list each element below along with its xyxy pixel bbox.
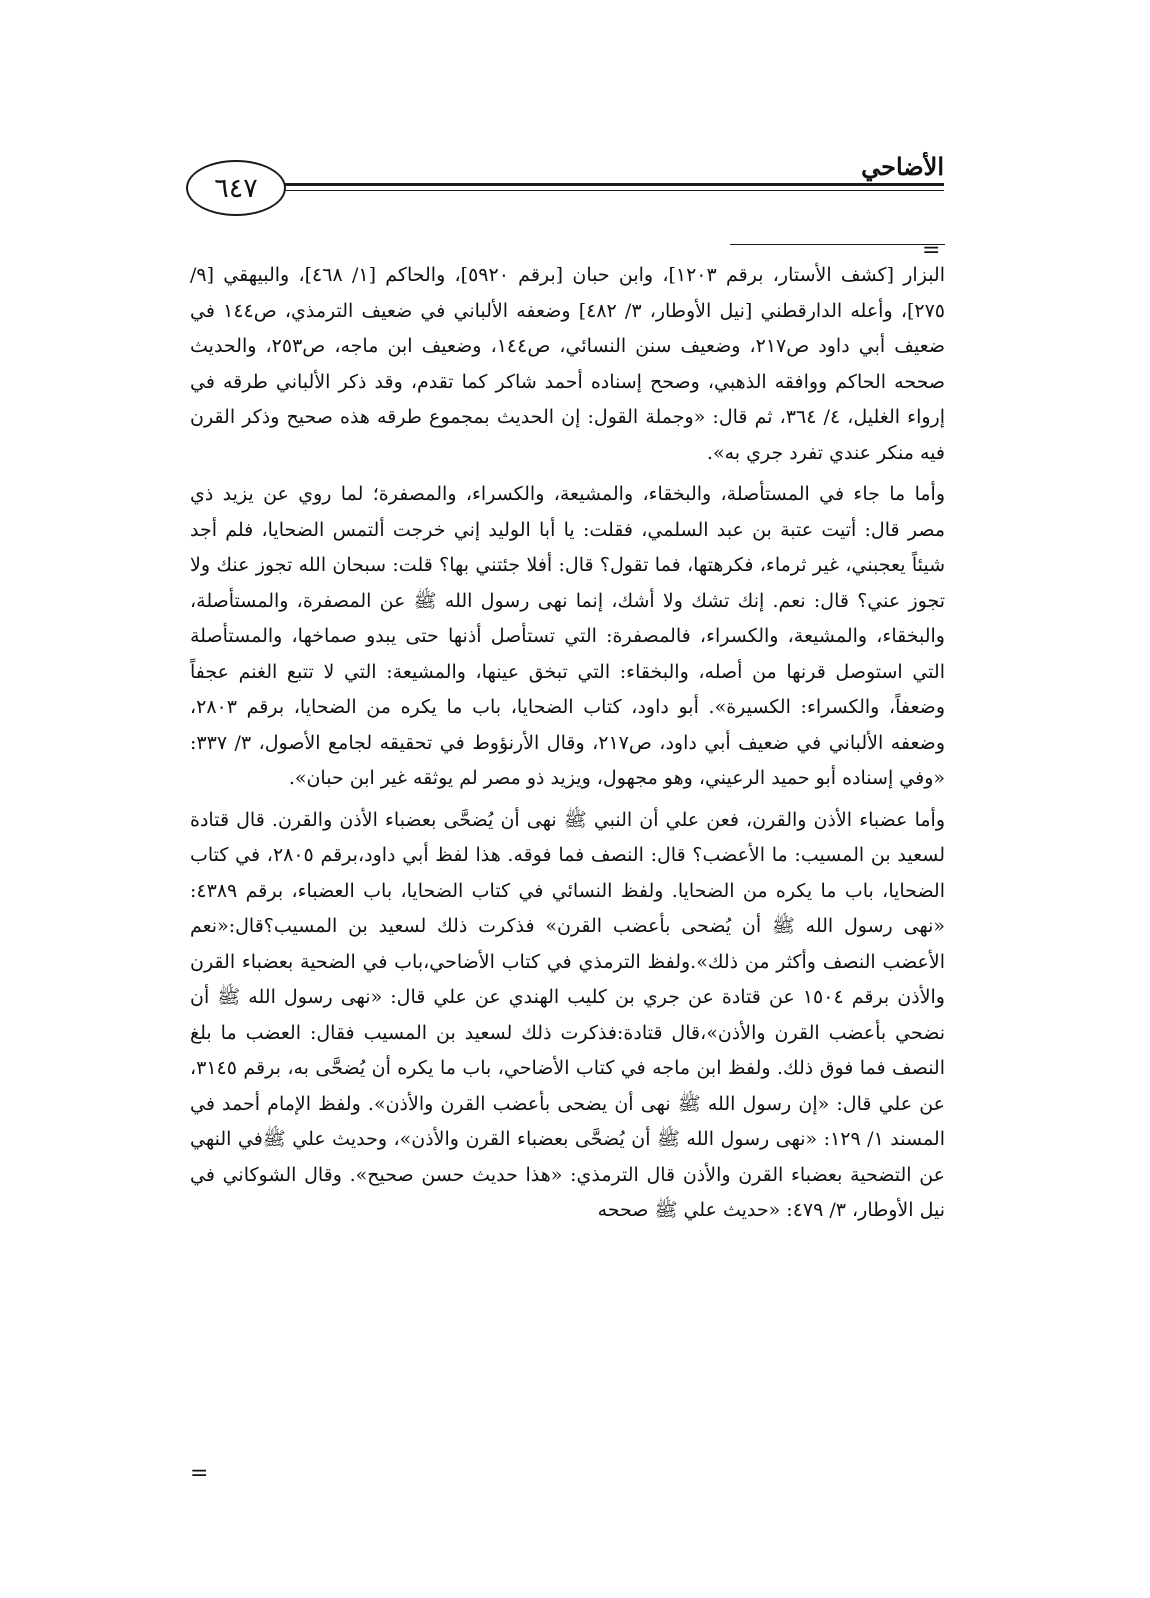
- page-number: ٦٤٧: [214, 172, 258, 204]
- footnote-body: [190, 258, 945, 1235]
- page-number-oval: [186, 160, 286, 216]
- paragraph-3: وأما عضباء الأذن والقرن، فعن علي أن النبي ﷺ نهى أن يُضحَّى بعضباء الأذن والقرن. قال قتادة لسعيد بن المسيب: ما الأعضب؟ قال: النصف فما فوقه. هذا لفظ أبي داود،برقم ٢٨٠٥، في كتاب الضحايا، باب ما يكره من الضحايا. ولفظ النسائي في كتاب الضحايا، باب العضباء، برقم ٤٣٨٩: «نهى رسول الله ﷺ أن يُضحى بأعضب القرن» فذكرت ذلك لسعيد بن المسيب؟قال:«نعم الأعضب النصف وأكثر من ذلك».ولفظ الترمذي في كتاب الأضاحي،باب في الضحية بعضباء القرن والأذن برقم ١٥٠٤ عن قتادة عن جري بن كليب الهندي عن علي قال: «نهى رسول الله ﷺ أن نضحي بأعضب القرن والأذن»،قال قتادة:فذكرت ذلك لسعيد بن المسيب فقال: العضب ما بلغ النصف فما فوق ذلك. ولفظ ابن ماجه في كتاب الأضاحي، باب ما يكره أن يُضحَّى به، برقم ٣١٤٥، عن علي قال: «إن رسول الله ﷺ نهى أن يضحى بأعضب القرن والأذن». ولفظ الإمام أحمد في المسند ١/ ١٢٩: «نهى رسول الله ﷺ أن يُضحَّى بعضباء القرن والأذن»، وحديث علي ﷺفي النهي عن التضحية بعضباء القرن والأذن قال الترمذي: «هذا حديث حسن صحيح». وقال الشوكاني في نيل الأوطار، ٣/ ٤٧٩: «حديث علي ﷺ صححه: [190, 808, 945, 1221]
- page-header: [0, 0, 1150, 230]
- header-rule-thick: [262, 183, 944, 186]
- paragraph-2: وأما ما جاء في المستأصلة، والبخقاء، والمشيعة، والكسراء، والمصفرة؛ لما روي عن يزيد ذي مصر قال: أتيت عتبة بن عبد السلمي، فقلت: يا أبا الوليد إني خرجت ألتمس الضحايا، فلم أجد شيئاً يعجبني، غير ثرماء، فكرهتها، فما تقول؟ قال: أفلا جئتني بها؟ قلت: سبحان الله تجوز عنك ولا تجوز عني؟ قال: نعم. إنك تشك ولا أشك، إنما نهى رسول الله ﷺ عن المصفرة، والمستأصلة، والبخقاء، والمشيعة، والكسراء، فالمصفرة: التي تستأصل أذنها حتى يبدو صماخها، والمستأصلة التي استوصل قرنها من أصله، والبخقاء: التي تبخق عينها، والمشيعة: التي لا تتبع الغنم عجفاً وضعفاً، والكسراء: الكسيرة». أبو داود، كتاب الضحايا، باب ما يكره من الضحايا، برقم ٢٨٠٣، وضعفه الألباني في ضعيف أبي داود، ص٢١٧، وقال الأرنؤوط في تحقيقه لجامع الأصول، ٣/ ٣٣٧: «وفي إسناده أبو حميد الرعيني، وهو مجهول، ويزيد ذو مصر لم يوثقه غير ابن حبان».: [190, 483, 945, 789]
- continuation-mark-bottom: =: [190, 1461, 209, 1486]
- continuation-mark-top: =: [922, 238, 941, 263]
- running-title: الأضاحي: [861, 152, 944, 181]
- footnote-separator: [730, 244, 945, 245]
- paragraph-1: البزار [كشف الأستار، برقم ١٢٠٣]، وابن حبان [برقم ٥٩٢٠]، والحاكم [١/ ٤٦٨]، والبيهقي [٩/ ٢٧٥]، وأعله الدارقطني [نيل الأوطار، ٣/ ٤٨٢] وضعفه الألباني في ضعيف الترمذي، ص١٤٤ في ضعيف أبي داود ص٢١٧، وضعيف سنن النسائي، ص١٤٤، وضعيف ابن ماجه، ص٢٥٣، والحديث صححه الحاكم ووافقه الذهبي، وصحح إسناده أحمد شاكر كما تقدم، وقد ذكر الألباني طرقه في إرواء الغليل، ٤/ ٣٦٤، ثم قال: «وجملة القول: إن الحديث بمجموع طرقه هذه صحيح وذكر القرن فيه منكر عندي تفرد جري به».: [190, 264, 945, 464]
- header-rule-thin: [262, 190, 944, 191]
